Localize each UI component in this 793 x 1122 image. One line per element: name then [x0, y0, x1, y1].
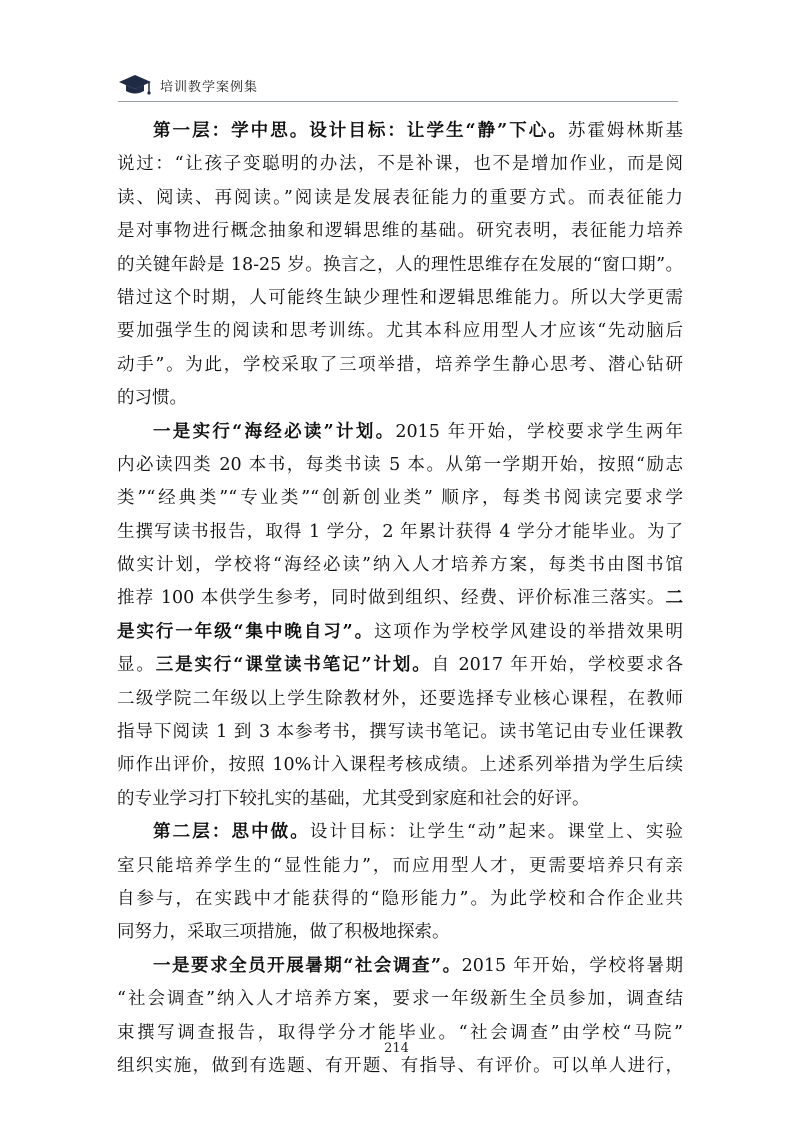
text-line [117, 416, 683, 449]
text-line [117, 983, 683, 1016]
text-line [117, 282, 683, 315]
text-line [117, 115, 683, 148]
text-segment: 说过：“让孩子变聪明的办法，不是补课，也不是增加作业，而是阅 [117, 154, 683, 175]
bold-text-segment: 一是要求全员开展暑期“社会调查”。 [153, 955, 462, 976]
text-segment: 显。 [117, 655, 156, 676]
text-segment: 的习惯。 [117, 388, 187, 409]
text-line [117, 482, 683, 515]
text-segment: 指导下阅读 1 到 3 本参考书，撰写读书笔记。读书笔记由专业任课教 [117, 722, 683, 743]
text-line [117, 850, 683, 883]
text-segment: 自 2017 年开始，学校要求各 [431, 655, 683, 676]
text-line [117, 883, 683, 916]
text-segment: 苏霍姆林斯基 [567, 121, 684, 141]
text-segment: 做实计划，学校将“海经必读”纳入人才培养方案，每类书由图书馆 [117, 555, 683, 576]
page-number: 214 [384, 1041, 409, 1056]
text-line [117, 950, 683, 983]
text-segment: 二级学院二年级以上学生除教材外，还要选择专业核心课程，在教师 [117, 688, 683, 709]
text-segment: 同努力，采取三项措施，做了积极地探索。 [117, 922, 450, 943]
text-segment: 动手”。为此，学校采取了三项举措，培养学生静心思考、潜心钻研 [117, 354, 683, 375]
text-segment: 推荐 100 本供学生参考，同时做到组织、经费、评价标准三落实。 [117, 588, 666, 609]
text-segment: 内必读四类 20 本书，每类书读 5 本。从第一学期开始，按照“励志 [117, 454, 683, 475]
header-divider [118, 101, 678, 102]
text-line [117, 349, 683, 382]
text-segment: 的专业学习打下较扎实的基础，尤其受到家庭和社会的好评。 [117, 788, 590, 809]
bold-text-segment: 一是实行“海经必读”计划。 [153, 421, 396, 442]
text-segment: 是对事物进行概念抽象和逻辑思维的基础。研究表明，表征能力培养 [117, 221, 683, 242]
text-segment: 师作出评价，按照 10%计入课程考核成绩。上述系列举措为学生后续 [117, 755, 683, 776]
text-segment: 2015 年开始，学校要求学生两年 [395, 421, 683, 442]
text-segment: 的关键年龄是 18-25 岁。换言之，人的理性思维存在发展的“窗口期”。 [117, 254, 683, 275]
text-segment: 2015 年开始，学校将暑期 [461, 955, 683, 976]
text-line [117, 916, 683, 949]
text-line [117, 582, 683, 615]
body-text [117, 115, 683, 1083]
text-segment: “社会调查”纳入人才培养方案，要求一年级新生全员参加，调查结 [117, 989, 683, 1010]
text-segment: 要加强学生的阅读和思考训练。尤其本科应用型人才应该“先动脑后 [117, 321, 683, 342]
bold-text-segment: 第一层：学中思。设计目标：让学生“静”下心。 [153, 121, 568, 141]
text-line [117, 382, 683, 415]
text-line [117, 683, 683, 716]
text-line [117, 549, 683, 582]
text-segment: 读、阅读、再阅读。”阅读是发展表征能力的重要方式。而表征能力 [117, 187, 683, 208]
text-line [117, 749, 683, 782]
page-header [118, 72, 258, 98]
bold-text-segment: 二 [665, 588, 683, 609]
text-line [117, 182, 683, 215]
text-line [117, 716, 683, 749]
text-line [117, 215, 683, 248]
text-line [117, 616, 683, 649]
text-segment: 类”“经典类”“专业类”“创新创业类” 顺序，每类书阅读完要求学 [117, 488, 683, 509]
bold-text-segment: 三是实行“课堂读书笔记”计划。 [155, 655, 432, 676]
text-line [117, 649, 683, 682]
text-segment: 设计目标：让学生“动”起来。课堂上、实验 [309, 822, 683, 843]
text-segment: 束撰写调查报告，取得学分才能毕业。“社会调查”由学校“马院” [117, 1022, 683, 1043]
bold-text-segment: 是实行一年级“集中晚自习”。 [117, 621, 375, 642]
text-line [117, 249, 683, 282]
header-title: 培训教学案例集 [160, 79, 259, 95]
text-line [117, 315, 683, 348]
graduation-cap-icon [118, 73, 152, 97]
text-line [117, 449, 683, 482]
text-line [117, 783, 683, 816]
text-line [117, 816, 683, 849]
text-line [117, 148, 683, 181]
text-segment: 这项作为学校学风建设的举措效果明 [374, 621, 684, 642]
text-line [117, 516, 683, 549]
text-segment: 组织实施，做到有选题、有开题、有指导、有评价。可以单人进行， [117, 1055, 683, 1076]
text-segment: 错过这个时期，人可能终生缺少理性和逻辑思维能力。所以大学更需 [117, 287, 683, 308]
text-segment: 生撰写读书报告，取得 1 学分，2 年累计获得 4 学分才能毕业。为了 [117, 521, 683, 542]
text-segment: 室只能培养学生的“显性能力”，而应用型人才，更需要培养只有亲 [117, 855, 683, 876]
bold-text-segment: 第二层：思中做。 [153, 822, 310, 843]
text-segment: 自参与，在实践中才能获得的“隐形能力”。为此学校和合作企业共 [117, 888, 683, 909]
